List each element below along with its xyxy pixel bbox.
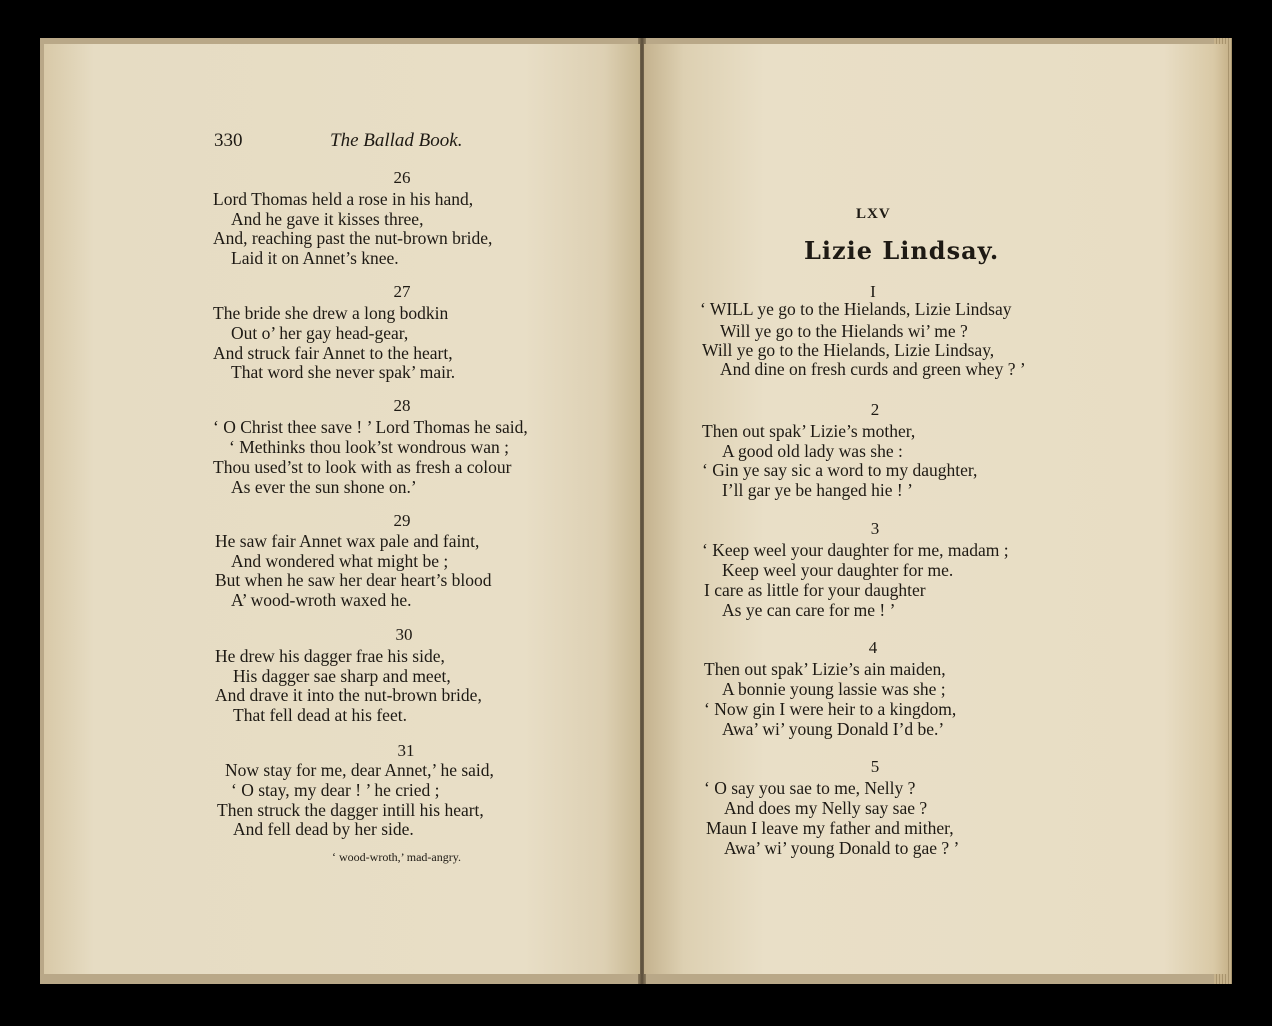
verse-line: Awa’ wi’ young Donald I’d be.’ [722, 719, 945, 739]
verse-line: ‘ O stay, my dear ! ’ he cried ; [231, 780, 440, 800]
verse-line: He drew his dagger frae his side, [215, 646, 445, 666]
verse-line: His dagger sae sharp and meet, [233, 666, 451, 686]
verse-line: Then struck the dagger intill his heart, [217, 800, 484, 820]
verse-line: ‘ Now gin I were heir to a kingdom, [704, 699, 957, 719]
ballad-number: LXV [856, 206, 891, 222]
verse-line: I care as little for your daughter [704, 580, 926, 600]
verse-line: And struck fair Annet to the heart, [213, 343, 453, 363]
verse-line: Then out spak’ Lizie’s ain maiden, [704, 659, 946, 679]
stanza-number: 31 [397, 741, 415, 760]
verse-line: And dine on fresh curds and green whey ? ’ [720, 359, 1026, 379]
verse-line: A good old lady was she : [722, 441, 903, 461]
ballad-title: Lizie Lindsay. [804, 236, 1000, 265]
verse-line: The bride she drew a long bodkin [213, 303, 449, 323]
stanza-number: 3 [870, 519, 880, 538]
verse-line: He saw fair Annet wax pale and faint, [215, 531, 480, 551]
verse-line: A’ wood-wroth waxed he. [231, 590, 412, 610]
verse-line: Out o’ her gay head-gear, [231, 323, 409, 343]
right-page [644, 44, 1228, 974]
verse-line: ‘ O Christ thee save ! ’ Lord Thomas he said, [213, 417, 528, 437]
stanza-number: 4 [868, 638, 878, 657]
verse-line: Lord Thomas held a rose in his hand, [213, 189, 474, 209]
verse-line: That fell dead at his feet. [233, 705, 407, 725]
verse-line: ‘ Gin ye say sic a word to my daughter, [702, 460, 978, 480]
footnote: ‘ wood-wroth,’ mad-angry. [332, 850, 461, 864]
stanza-number: 28 [393, 396, 411, 415]
verse-line: A bonnie young lassie was she ; [722, 679, 946, 699]
verse-line: ‘ Methinks thou look’st wondrous wan ; [229, 437, 509, 457]
verse-line: Then out spak’ Lizie’s mother, [702, 421, 916, 441]
stanza-number: 2 [870, 400, 880, 419]
open-book [40, 38, 1232, 984]
verse-line: Awa’ wi’ young Donald to gae ? ’ [724, 838, 960, 858]
verse-line: And drave it into the nut-brown bride, [215, 685, 482, 705]
verse-line: Keep weel your daughter for me. [722, 560, 954, 580]
verse-line: ‘ Keep weel your daughter for me, madam ; [702, 540, 1009, 560]
verse-line: I’ll gar ye be hanged hie ! ’ [722, 480, 913, 500]
verse-line: Laid it on Annet’s knee. [231, 248, 399, 268]
stanza-number: 27 [393, 282, 411, 301]
stanza-number: 29 [393, 511, 411, 530]
running-title: The Ballad Book. [330, 130, 463, 151]
stanza-number: 5 [870, 757, 880, 776]
verse-line: ‘ O say you sae to me, Nelly ? [704, 778, 916, 798]
verse-line: Thou used’st to look with as fresh a colour [213, 457, 512, 477]
verse-line: But when he saw her dear heart’s blood [215, 570, 492, 590]
page-number: 330 [214, 130, 243, 151]
verse-line: And, reaching past the nut-brown bride, [213, 228, 493, 248]
verse-line: ‘ WILL ye go to the Hielands, Lizie Lindsay [700, 299, 1012, 319]
verse-line: That word she never spak’ mair. [231, 362, 456, 382]
verse-line: And he gave it kisses three, [231, 209, 424, 229]
verse-line: As ye can care for me ! ’ [722, 600, 896, 620]
verse-line: As ever the sun shone on.’ [231, 477, 417, 497]
verse-line: And does my Nelly say sae ? [724, 798, 928, 818]
verse-line: Maun I leave my father and mither, [706, 818, 954, 838]
verse-line: Will ye go to the Hielands wi’ me ? [720, 321, 968, 341]
left-page [44, 44, 640, 974]
verse-line: Will ye go to the Hielands, Lizie Lindsay, [702, 340, 995, 360]
verse-line: And fell dead by her side. [233, 819, 414, 839]
verse-line: And wondered what might be ; [231, 551, 449, 571]
stanza-number: I [870, 282, 876, 301]
stanza-number: 26 [393, 168, 411, 187]
verse-line: Now stay for me, dear Annet,’ he said, [225, 760, 494, 780]
stanza-number: 30 [395, 625, 413, 644]
